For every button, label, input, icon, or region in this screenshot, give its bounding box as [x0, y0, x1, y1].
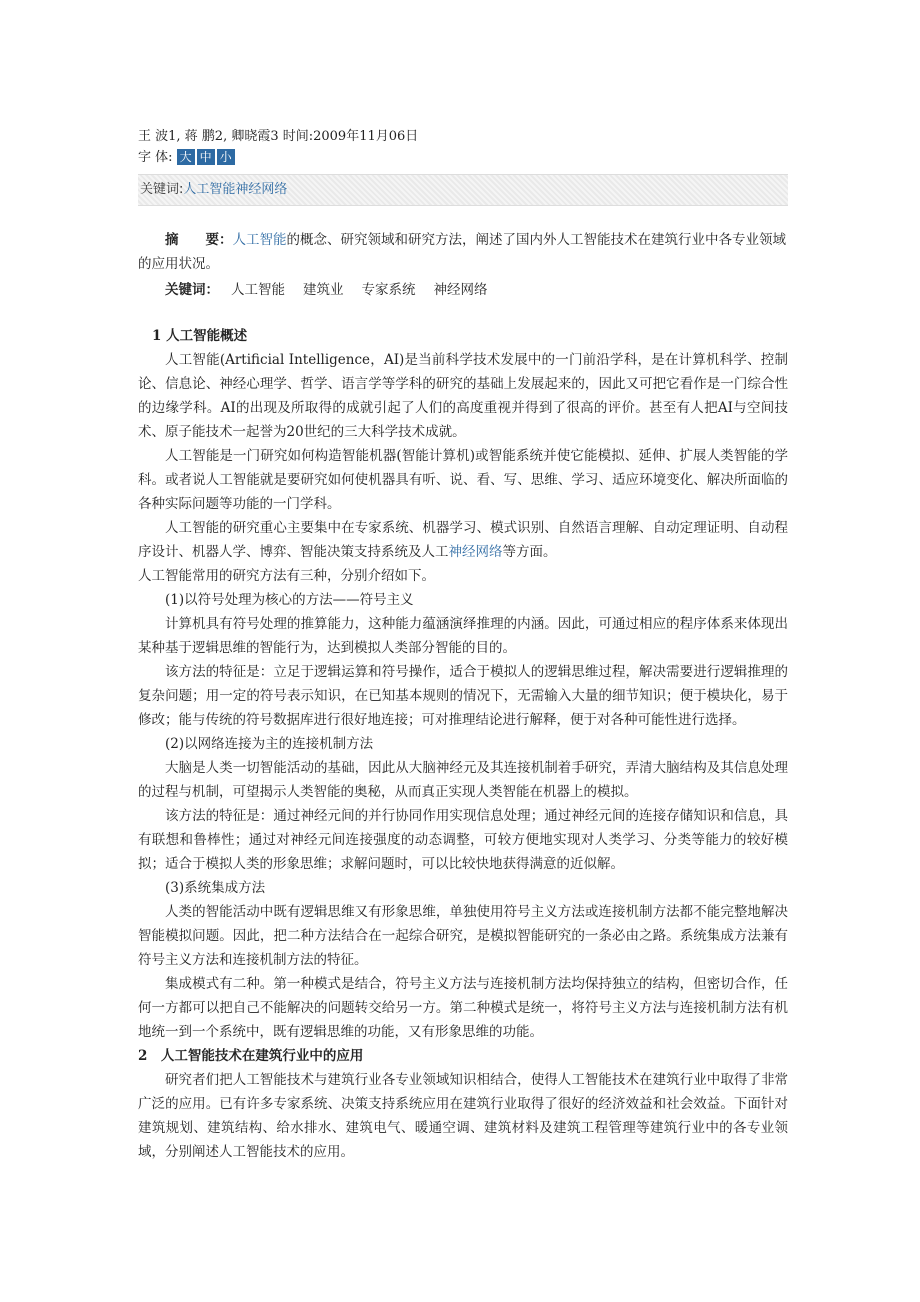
font-large-button[interactable]: 大 [177, 149, 195, 165]
section1-paragraph: 人工智能是一门研究如何构造智能机器(智能计算机)或智能系统并使它能模拟、延伸、扩展人类智能的学科。或者说人工智能就是要研究如何使机器具有听、说、看、写、思维、学习、适应环境变化、解决所面临的各种实际问题等功能的一门学科。 [138, 448, 788, 512]
font-small-button[interactable]: 小 [217, 149, 235, 165]
font-size-label: 字 体: [138, 150, 173, 165]
method3-paragraph: 集成模式有二种。第一种模式是结合，符号主义方法与连接机制方法均保持独立的结构，但密切合作，任何一方都可以把自己不能解决的问题转交给另一方。第二种模式是统一，将符号主义方法与连接机制方法有机地统一到一个系统中，既有逻辑思维的功能，又有形象思维的功能。 [138, 976, 788, 1040]
article [138, 126, 788, 1164]
abstract-label: 摘 要： [165, 232, 233, 248]
method3-title: (3)系统集成方法 [165, 880, 266, 896]
section2-paragraph: 研究者们把人工智能技术与建筑行业各专业领域知识相结合，使得人工智能技术在建筑行业中取得了非常广泛的应用。已有许多专家系统、决策支持系统应用在建筑行业取得了很好的经济效益和社会效益。下面针对建筑规划、建筑结构、给水排水、建筑电气、暖通空调、建筑材料及建筑工程管理等建筑行业中的各专业领域，分别阐述人工智能技术的应用。 [138, 1072, 788, 1160]
neural-network-link[interactable]: 神经网络 [448, 544, 503, 560]
keyword-item: 专家系统 [361, 282, 416, 298]
method2-paragraph: 该方法的特征是：通过神经元间的并行协同作用实现信息处理；通过神经元间的连接存储知识和信息，具有联想和鲁棒性；通过对神经元间连接强度的动态调整，可较方便地实现对人类学习、分类等能力的较好模拟；适合于模拟人类的形象思维；求解问题时，可以比较快地获得满意的近似解。 [138, 808, 788, 872]
method1-title: (1)以符号处理为核心的方法——符号主义 [165, 592, 414, 608]
font-medium-button[interactable]: 中 [197, 149, 215, 165]
author-date-line: 王 波1, 蒋 鹏2, 卿晓霞3 时间:2009年11月06日 [138, 129, 419, 144]
section1-paragraph: 人工智能的研究重心主要集中在专家系统、机器学习、模式识别、自然语言理解、自动定理证明、自动程序设计、机器人学、博弈、智能决策支持系统及人工神经网络等方面。 [138, 520, 788, 560]
section1-paragraph: 人工智能(Artificial Intelligence，AI)是当前科学技术发展中的一门前沿学科，是在计算机科学、控制论、信息论、神经心理学、哲学、语言学等学科的研究的基础上发展起来的，因此又可把它看作是一门综合性的边缘学科。AI的出现及所取得的成就引起了人们的高度重视并得到了很高的评价。甚至有人把AI与空间技术、原子能技术一起誉为20世纪的三大科学技术成就。 [138, 352, 788, 440]
keywords-bar [138, 174, 788, 206]
abstract-text: 的概念、研究领域和研究方法，阐述了国内外人工智能技术在建筑行业中各专业领域的应用状况。 [138, 232, 786, 272]
keywords-bar-label: 关键词: [140, 182, 184, 197]
keyword-item: 建筑业 [303, 282, 344, 298]
keywords-label: 关键词： [165, 282, 219, 298]
method1-paragraph: 该方法的特征是：立足于逻辑运算和符号操作，适合于模拟人的逻辑思维过程，解决需要进行逻辑推理的复杂问题；用一定的符号表示知识，在已知基本规则的情况下，无需输入大量的细节知识；便于模块化，易于修改；能与传统的符号数据库进行很好地连接；可对推理结论进行解释，便于对各种可能性进行选择。 [138, 664, 788, 728]
method2-paragraph: 大脑是人类一切智能活动的基础，因此从大脑神经元及其连接机制着手研究，弄清大脑结构及其信息处理的过程与机制，可望揭示人类智能的奥秘，从而真正实现人类智能在机器上的模拟。 [138, 760, 788, 800]
method2-title: (2)以网络连接为主的连接机制方法 [165, 736, 374, 752]
font-size-row [138, 148, 788, 168]
section2-title: 2 人工智能技术在建筑行业中的应用 [138, 1048, 364, 1064]
section1-paragraph: 人工智能常用的研究方法有三种，分别介绍如下。 [138, 568, 435, 584]
method1-paragraph: 计算机具有符号处理的推算能力，这种能力蕴涵演绎推理的内涵。因此，可通过相应的程序体系来体现出某种基于逻辑思维的智能行为，达到模拟人类部分智能的目的。 [138, 616, 788, 656]
method3-paragraph: 人类的智能活动中既有逻辑思维又有形象思维，单独使用符号主义方法或连接机制方法都不能完整地解决智能模拟问题。因此，把二种方法结合在一起综合研究，是模拟智能研究的一条必由之路。系统集成方法兼有符号主义方法和连接机制方法的特征。 [138, 904, 788, 968]
abstract [138, 228, 788, 276]
section1-title: 1 人工智能概述 [152, 328, 248, 344]
keyword-item: 神经网络 [433, 282, 488, 298]
abstract-link[interactable]: 人工智能 [232, 232, 287, 248]
keyword-item: 人工智能 [231, 282, 285, 298]
keywords-line [138, 278, 788, 302]
keywords-bar-link[interactable]: 人工智能神经网络 [183, 182, 288, 197]
